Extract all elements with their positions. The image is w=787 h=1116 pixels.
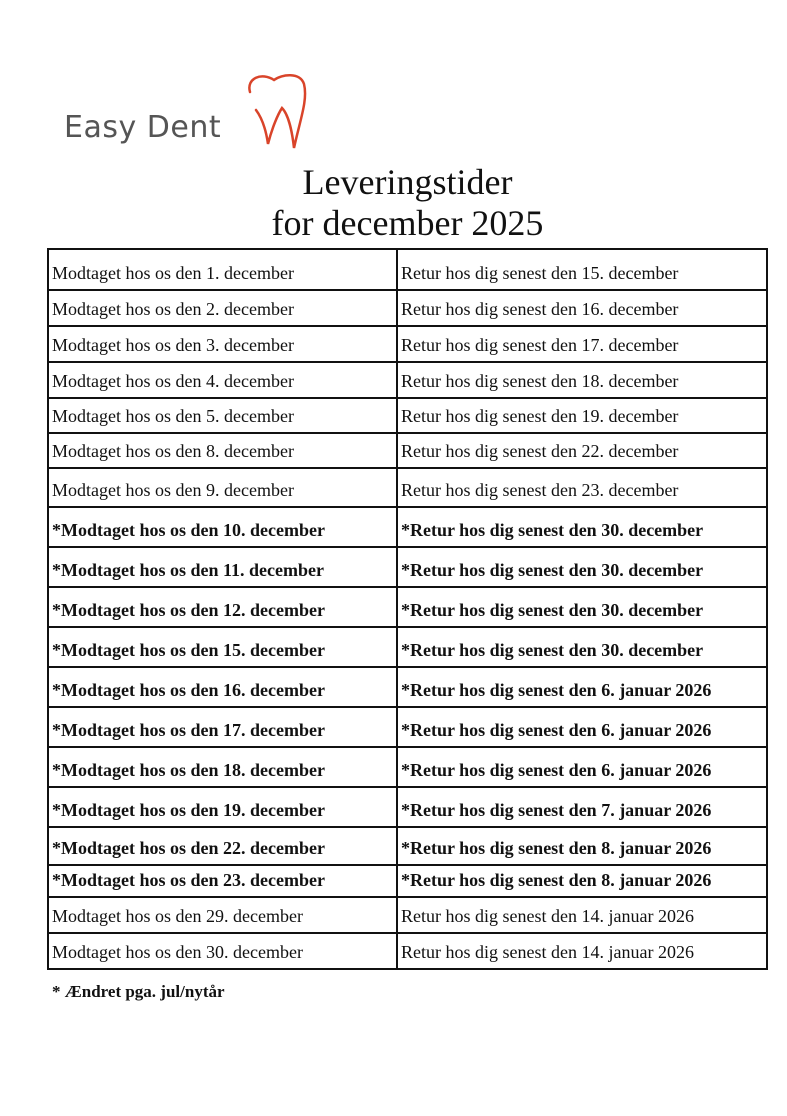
received-date-cell: Modtaget hos os den 5. december (48, 398, 397, 433)
page-title: Leveringstider (302, 162, 513, 202)
table-row (48, 667, 767, 707)
return-date-cell: Retur hos dig senest den 14. januar 2026 (397, 897, 767, 933)
received-date-cell: *Modtaget hos os den 19. december (48, 787, 397, 827)
received-date-cell: *Modtaget hos os den 11. december (48, 547, 397, 587)
table-row (48, 362, 767, 398)
received-date-cell: *Modtaget hos os den 22. december (48, 827, 397, 865)
return-date-cell: Retur hos dig senest den 22. december (397, 433, 767, 468)
table-row (48, 290, 767, 326)
table-row (48, 897, 767, 933)
return-date-cell: *Retur hos dig senest den 7. januar 2026 (397, 787, 767, 827)
table-row (48, 547, 767, 587)
received-date-cell: *Modtaget hos os den 16. december (48, 667, 397, 707)
return-date-cell: *Retur hos dig senest den 6. januar 2026 (397, 747, 767, 787)
logo-text: Easy Dent (64, 110, 222, 145)
table-row (48, 707, 767, 747)
table-row (48, 747, 767, 787)
page-subtitle: for december 2025 (271, 203, 544, 243)
tooth-icon (242, 70, 312, 150)
received-date-cell: Modtaget hos os den 4. december (48, 362, 397, 398)
table-row (48, 933, 767, 969)
return-date-cell: *Retur hos dig senest den 6. januar 2026 (397, 667, 767, 707)
return-date-cell: *Retur hos dig senest den 8. januar 2026 (397, 827, 767, 865)
return-date-cell: Retur hos dig senest den 18. december (397, 362, 767, 398)
received-date-cell: *Modtaget hos os den 17. december (48, 707, 397, 747)
received-date-cell: Modtaget hos os den 1. december (48, 249, 397, 290)
easy-dent-logo (60, 70, 320, 160)
received-date-cell: *Modtaget hos os den 18. december (48, 747, 397, 787)
table-row (48, 468, 767, 507)
received-date-cell: Modtaget hos os den 3. december (48, 326, 397, 362)
return-date-cell: Retur hos dig senest den 14. januar 2026 (397, 933, 767, 969)
table-row (48, 507, 767, 547)
received-date-cell: Modtaget hos os den 30. december (48, 933, 397, 969)
table-row (48, 627, 767, 667)
return-date-cell: Retur hos dig senest den 23. december (397, 468, 767, 507)
received-date-cell: *Modtaget hos os den 15. december (48, 627, 397, 667)
return-date-cell: *Retur hos dig senest den 30. december (397, 547, 767, 587)
return-date-cell: *Retur hos dig senest den 30. december (397, 587, 767, 627)
received-date-cell: *Modtaget hos os den 12. december (48, 587, 397, 627)
return-date-cell: Retur hos dig senest den 16. december (397, 290, 767, 326)
received-date-cell: Modtaget hos os den 29. december (48, 897, 397, 933)
return-date-cell: *Retur hos dig senest den 8. januar 2026 (397, 865, 767, 897)
table-row (48, 249, 767, 290)
footnote: * Ændret pga. jul/nytår (52, 982, 225, 1001)
return-date-cell: *Retur hos dig senest den 30. december (397, 507, 767, 547)
table-row (48, 433, 767, 468)
table-row (48, 865, 767, 897)
received-date-cell: Modtaget hos os den 8. december (48, 433, 397, 468)
return-date-cell: *Retur hos dig senest den 30. december (397, 627, 767, 667)
received-date-cell: *Modtaget hos os den 23. december (48, 865, 397, 897)
table-row (48, 587, 767, 627)
return-date-cell: *Retur hos dig senest den 6. januar 2026 (397, 707, 767, 747)
table-row (48, 398, 767, 433)
table-row (48, 326, 767, 362)
return-date-cell: Retur hos dig senest den 19. december (397, 398, 767, 433)
table-row (48, 787, 767, 827)
received-date-cell: *Modtaget hos os den 10. december (48, 507, 397, 547)
delivery-schedule-table (47, 248, 768, 970)
received-date-cell: Modtaget hos os den 9. december (48, 468, 397, 507)
return-date-cell: Retur hos dig senest den 15. december (397, 249, 767, 290)
table-row (48, 827, 767, 865)
received-date-cell: Modtaget hos os den 2. december (48, 290, 397, 326)
return-date-cell: Retur hos dig senest den 17. december (397, 326, 767, 362)
